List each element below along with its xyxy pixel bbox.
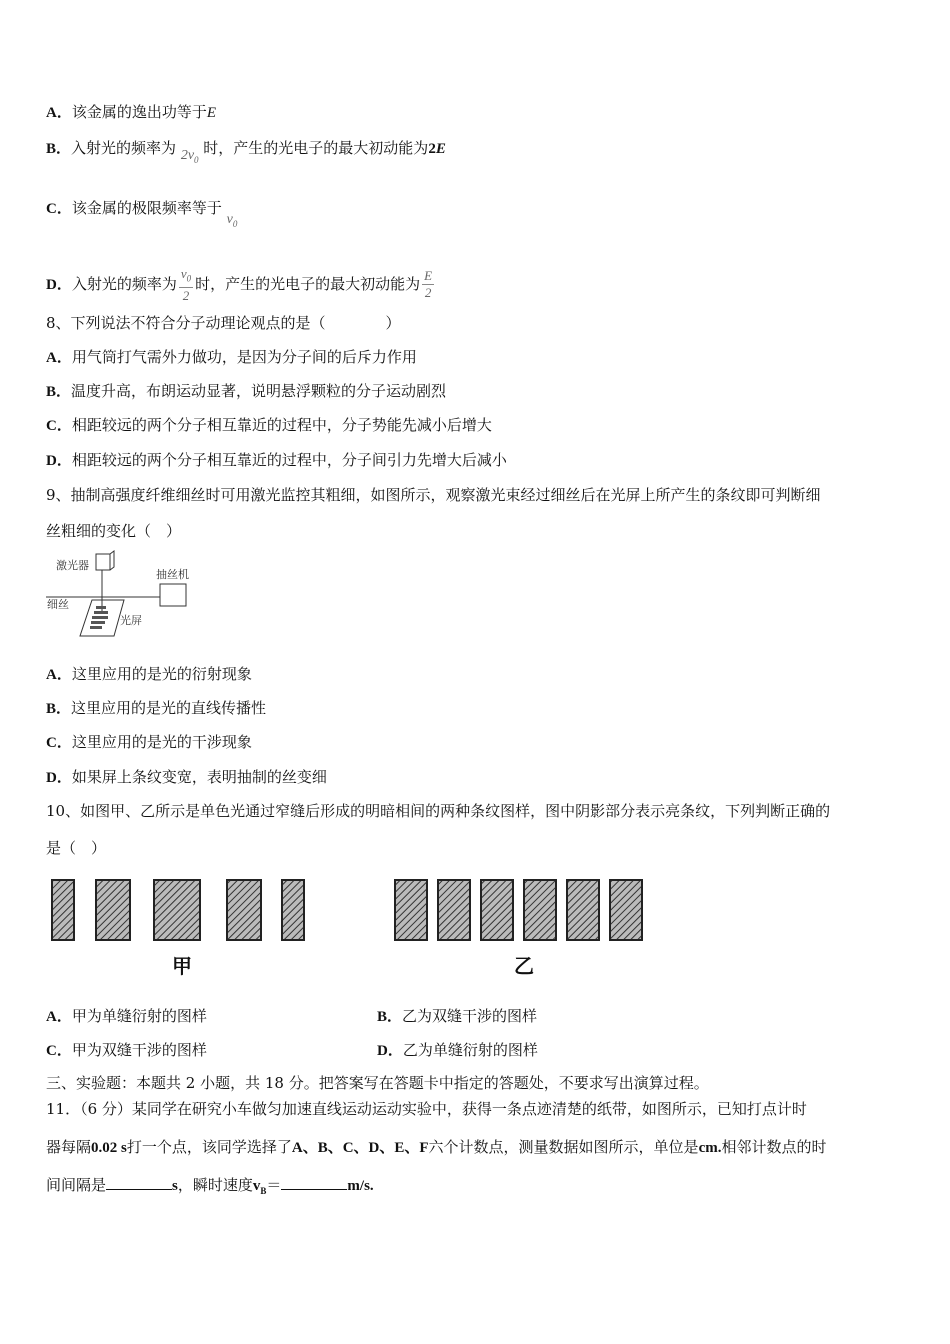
yi-fringe [395, 880, 427, 940]
q10-option-d: D．乙为单缝衍射的图样 [377, 1041, 538, 1059]
drawing-machine-box [160, 584, 186, 606]
q11-line1: 11．（6 分）某同学在研究小车做匀加速直线运动运动实验中，获得一条点迹清楚的纸带，如图所示，已知打点计时 [46, 1100, 807, 1118]
option-label: D． [46, 276, 72, 293]
yi-fringe [481, 880, 513, 940]
freq-v0: $\nu_0$ [226, 212, 238, 229]
q7-option-a [46, 102, 216, 123]
q8-option-c: C．相距较远的两个分子相互靠近的过程中，分子势能先减小后增大 [46, 416, 492, 434]
q9-option-d: D．如果屏上条纹变宽，表明抽制的丝变细 [46, 768, 327, 786]
wire-label: 细丝 [47, 598, 69, 611]
yi-label: 乙 [514, 954, 534, 978]
q8-stem: 8、下列说法不符合分子动理论观点的是（ ） [46, 314, 401, 332]
machine-label: 抽丝机 [156, 568, 189, 581]
q7-option-b: B．入射光的频率为 $2\nu_0$ 时，产生的光电子的最大初动能为2E [46, 139, 446, 165]
q10-stem-line2: 是（ ） [46, 839, 107, 857]
q9-stem-line2: 丝粗细的变化（ ） [46, 522, 182, 540]
q9-option-b: B．这里应用的是光的直线传播性 [46, 699, 267, 717]
interval-blank[interactable] [106, 1175, 172, 1190]
q11-number: 11．（6 分） [46, 1100, 132, 1118]
jia-fringe [96, 880, 130, 940]
q8-option-d: D．相距较远的两个分子相互靠近的过程中，分子间引力先增大后减小 [46, 451, 507, 469]
jia-fringe [52, 880, 74, 940]
yi-fringe [524, 880, 556, 940]
q11-line2: 器每隔0.02 s打一个点，该同学选择了A、B、C、D、E、F六个计数点，测量数据如图所示，单位是cm.相邻计数点的时 [46, 1138, 827, 1156]
jia-fringe [154, 880, 200, 940]
q10-option-c: C．甲为双缝干涉的图样 [46, 1041, 207, 1059]
q11-line3: 间间隔是 s，瞬时速度$v_B= m/s$. [46, 1176, 374, 1196]
jia-fringe [227, 880, 261, 940]
option-text: 该金属的逸出功等于 [71, 103, 207, 121]
pattern-jia [52, 880, 304, 940]
q7-option-d [46, 266, 436, 304]
jia-label: 甲 [172, 954, 192, 978]
fraction-e-over-2: $\frac{E}{2}$ [424, 268, 433, 301]
yi-fringe [610, 880, 642, 940]
option-label: A． [46, 105, 72, 121]
screen-label: 光屏 [120, 614, 142, 627]
q10-option-a: A．甲为单缝衍射的图样 [46, 1007, 207, 1025]
option-text-2: 时，产生的光电子的最大初动能为 [198, 139, 429, 157]
velocity-blank[interactable] [281, 1175, 347, 1190]
jia-fringe [282, 880, 304, 940]
option-label: C． [46, 201, 72, 217]
laser-box [96, 554, 110, 570]
yi-fringe [438, 880, 470, 940]
freq-2v0: $2\nu_0$ [180, 148, 199, 165]
q9-option-a: A．这里应用的是光的衍射现象 [46, 665, 252, 683]
q9-option-c: C．这里应用的是光的干涉现象 [46, 733, 252, 751]
laser-wire-figure [44, 550, 204, 642]
q7-option-c [46, 198, 238, 229]
fringe-patterns-figure [40, 872, 660, 982]
option-label: B． [46, 141, 72, 157]
energy-var: E [206, 105, 217, 121]
q8-option-b: B．温度升高，布朗运动显著，说明悬浮颗粒的分子运动剧烈 [46, 382, 447, 400]
option-text: 入射光的频率为 [71, 139, 177, 157]
q9-stem-line1: 9、抽制高强度纤维细丝时可用激光监控其粗细，如图所示，观察激光束经过细丝后在光屏上所产生的条纹即可判断细 [46, 486, 821, 504]
q8-option-a: A．用气筒打气需外力做功，是因为分子间的后斥力作用 [46, 348, 417, 366]
section-title: 三、实验题：本题共 2 小题，共 18 分。把答案写在答题卡中指定的答题处，不要求写出演算过程。 [46, 1074, 709, 1092]
yi-fringe [567, 880, 599, 940]
option-text: 入射光的频率为 [71, 274, 177, 293]
pattern-yi [395, 880, 642, 940]
q10-option-b: B．乙为双缝干涉的图样 [377, 1007, 538, 1025]
q10-stem-line1: 10、如图甲、乙所示是单色光通过窄缝后形成的明暗相间的两种条纹图样，图中阴影部分表示亮条纹，下列判断正确的 [46, 802, 831, 820]
option-text: 该金属的极限频率等于 [71, 199, 222, 217]
laser-label: 激光器 [56, 559, 89, 572]
option-text-2: 时，产生的光电子的最大初动能为 [195, 274, 421, 293]
fraction-v0-over-2: $\frac{\nu_0}{2}$ [180, 266, 192, 303]
